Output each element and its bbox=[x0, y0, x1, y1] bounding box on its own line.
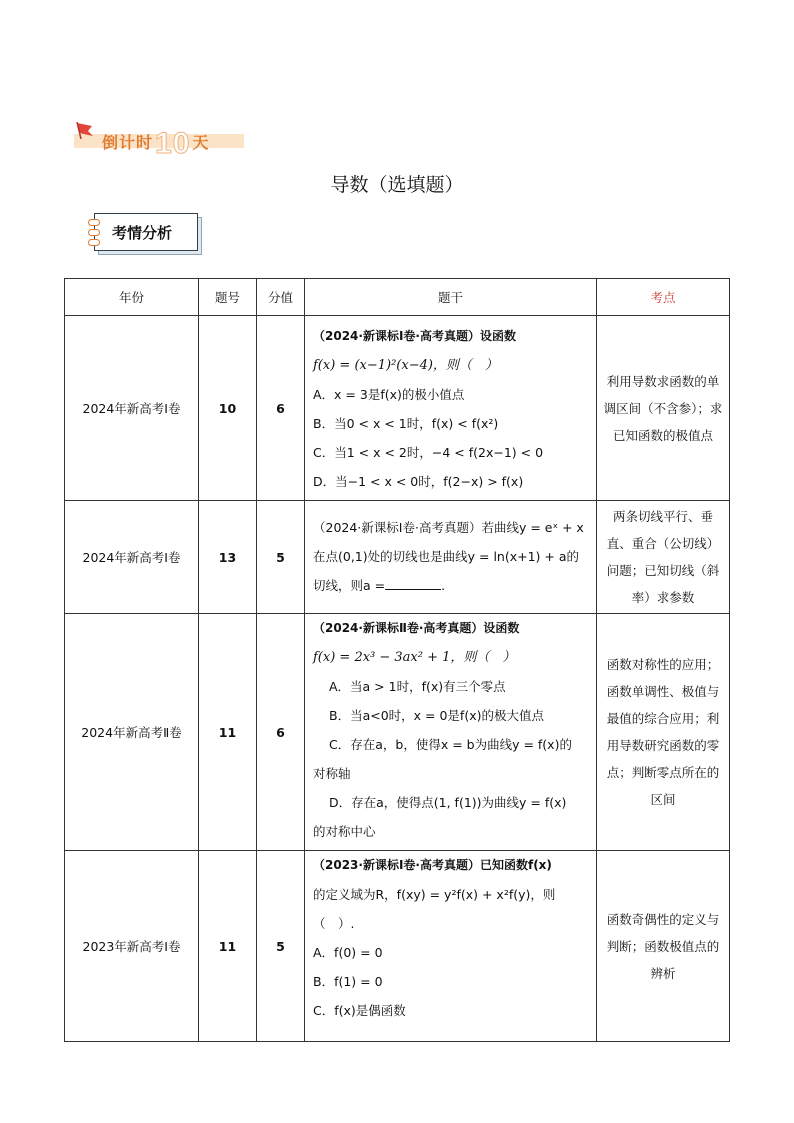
question-line: B．当0 < x < 1时，f(x) < f(x²) bbox=[313, 416, 499, 431]
table-row bbox=[65, 851, 730, 1042]
question-line: f(x) = 2x³ − 3ax² + 1，则（ ） bbox=[313, 650, 516, 665]
header-question: 题干 bbox=[305, 279, 597, 316]
binder-rings-icon bbox=[88, 219, 100, 247]
cell-point: 函数对称性的应用；函数单调性、极值与最值的综合应用；利用导数研究函数的零点；判断零点所在的区间 bbox=[597, 614, 730, 851]
section-heading-label: 考情分析 bbox=[112, 224, 173, 242]
table-row bbox=[65, 614, 730, 851]
cell-point: 两条切线平行、垂直、重合（公切线）问题；已知切线（斜率）求参数 bbox=[597, 501, 730, 614]
cell-question bbox=[305, 851, 597, 1042]
banner-prefix: 倒计时 bbox=[102, 133, 154, 152]
countdown-banner bbox=[74, 112, 246, 160]
question-line: （2024·新课标Ⅰ卷·高考真题）设函数 bbox=[313, 329, 516, 343]
question-line: 切线，则a = . bbox=[313, 577, 446, 593]
cell-score: 5 bbox=[257, 501, 305, 614]
cell-question bbox=[305, 614, 597, 851]
table-row bbox=[65, 501, 730, 614]
question-line: D．当−1 < x < 0时，f(2−x) > f(x) bbox=[313, 474, 524, 489]
cell-number: 11 bbox=[199, 614, 257, 851]
question-line: （2024·新课标Ⅰ卷·高考真题）若曲线y = eˣ + x bbox=[313, 519, 584, 535]
question-line: 在点(0,1)处的切线也是曲线y = ln(x+1) + a的 bbox=[313, 548, 580, 564]
section-heading bbox=[94, 213, 204, 255]
cell-year: 2023年新高考Ⅰ卷 bbox=[65, 851, 199, 1042]
header-number: 题号 bbox=[199, 279, 257, 316]
cell-score: 6 bbox=[257, 316, 305, 501]
table-header-row bbox=[65, 279, 730, 316]
banner-number: 10 bbox=[155, 127, 191, 160]
cell-question bbox=[305, 316, 597, 501]
cell-year: 2024年新高考Ⅰ卷 bbox=[65, 501, 199, 614]
cell-number: 10 bbox=[199, 316, 257, 501]
cell-year: 2024年新高考Ⅰ卷 bbox=[65, 316, 199, 501]
question-line: D．存在a，使得点(1, f(1))为曲线y = f(x) bbox=[329, 795, 567, 810]
question-line: C．存在a，b，使得x = b为曲线y = f(x)的 bbox=[329, 737, 572, 752]
question-line: A．当a > 1时，f(x)有三个零点 bbox=[329, 679, 506, 694]
cell-number: 13 bbox=[199, 501, 257, 614]
header-score: 分值 bbox=[257, 279, 305, 316]
exam-analysis-table bbox=[64, 278, 730, 1042]
question-line: A．x = 3是f(x)的极小值点 bbox=[313, 387, 465, 402]
cell-point: 函数奇偶性的定义与判断；函数极值点的辨析 bbox=[597, 851, 730, 1042]
question-line: （2024·新课标Ⅱ卷·高考真题）设函数 bbox=[313, 621, 520, 635]
header-year: 年份 bbox=[65, 279, 199, 316]
table-row bbox=[65, 316, 730, 501]
question-line: B．f(1) = 0 bbox=[313, 974, 383, 989]
cell-year: 2024年新高考Ⅱ卷 bbox=[65, 614, 199, 851]
question-line: f(x) = (x−1)²(x−4)，则（ ） bbox=[313, 358, 498, 373]
flag-icon bbox=[74, 120, 96, 140]
banner-suffix: 天 bbox=[192, 133, 210, 152]
question-line-text: 切线，则a = bbox=[313, 577, 386, 593]
question-line: 对称轴 bbox=[313, 766, 351, 781]
cell-score: 5 bbox=[257, 851, 305, 1042]
cell-number: 11 bbox=[199, 851, 257, 1042]
question-line: C．f(x)是偶函数 bbox=[313, 1003, 406, 1018]
page-title: 导数（选填题） bbox=[330, 174, 464, 196]
cell-point: 利用导数求函数的单调区间（不含参）；求已知函数的极值点 bbox=[597, 316, 730, 501]
question-line: 的定义域为R，f(xy) = y²f(x) + x²f(y)，则 bbox=[313, 887, 556, 902]
header-point: 考点 bbox=[597, 279, 730, 316]
banner-text bbox=[102, 122, 210, 160]
question-line: 的对称中心 bbox=[313, 824, 376, 839]
question-line: A．f(0) = 0 bbox=[313, 945, 383, 960]
answer-blank bbox=[385, 588, 441, 590]
question-line: （2023·新课标Ⅰ卷·高考真题）已知函数f(x) bbox=[313, 858, 552, 872]
cell-score: 6 bbox=[257, 614, 305, 851]
question-line: B．当a<0时，x = 0是f(x)的极大值点 bbox=[329, 708, 544, 723]
question-line: （ ）. bbox=[313, 916, 355, 931]
question-line: C．当1 < x < 2时，−4 < f(2x−1) < 0 bbox=[313, 445, 544, 460]
cell-question bbox=[305, 501, 597, 614]
